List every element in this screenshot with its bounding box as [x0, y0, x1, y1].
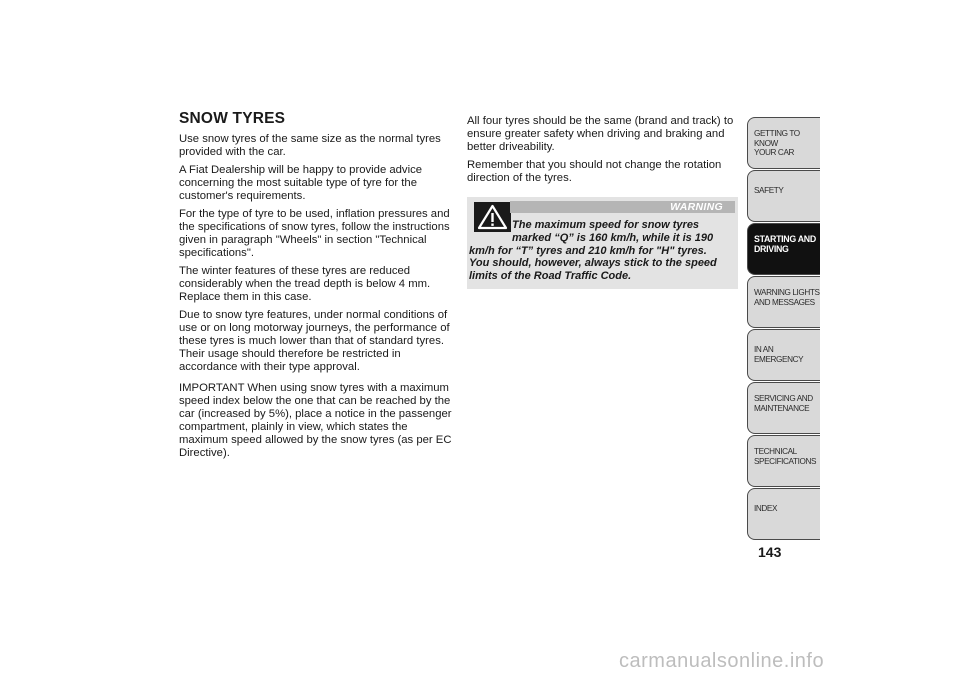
tab-label: SAFETY [754, 186, 784, 195]
tab-starting-and-driving[interactable] [747, 223, 820, 275]
paragraph: Use snow tyres of the same size as the normal tyres provided with the car. [179, 133, 441, 158]
paragraph: Due to snow tyre features, under normal conditions of use or on long motorway journeys, the performance of these tyres is much lower than that of standard tyres. Their usage should therefore be restricted in accordance with their type approval. [179, 309, 450, 373]
tab-safety[interactable] [747, 170, 820, 222]
tab-label: DRIVING [754, 243, 789, 254]
tab-warning-lights-and-messages[interactable] [747, 276, 820, 328]
section-tabs [747, 117, 820, 541]
tab-label: AND MESSAGES [754, 297, 815, 307]
tab-technical-specifications[interactable] [747, 435, 820, 487]
tab-label: SERVICING AND [754, 394, 813, 403]
warning-line: km/h for “T” tyres and 210 km/h for "H" tyres. [469, 244, 707, 257]
tab-label: STARTING AND [754, 234, 816, 244]
paragraph: For the type of tyre to be used, inflation pressures and the specifications of snow tyres, follow the instructions given in paragraph "Wheels" in section "Technical specifications". [179, 208, 450, 259]
paragraph: The winter features of these tyres are reduced considerably when the tread depth is below 4 mm. Replace them in this case. [179, 265, 431, 303]
warning-line: The maximum speed for snow tyres [512, 219, 700, 231]
tab-label: GETTING TO KNOW [754, 129, 800, 148]
warning-title: WARNING [510, 201, 735, 213]
tab-servicing-and-maintenance[interactable] [747, 382, 820, 434]
warning-line: You should, however, always stick to the speed [469, 257, 717, 270]
tab-label: SPECIFICATIONS [754, 456, 817, 466]
paragraph: A Fiat Dealership will be happy to provide advice concerning the most suitable type of tyre for the customer's requirements. [179, 164, 423, 202]
warning-text [467, 219, 735, 283]
tab-label: MAINTENANCE [754, 403, 810, 413]
tab-in-an-emergency[interactable] [747, 329, 820, 381]
paragraph: Remember that you should not change the rotation direction of the tyres. [467, 159, 722, 184]
warning-box [467, 197, 738, 289]
tab-getting-to-know-your-car[interactable] [747, 117, 820, 169]
paragraph: All four tyres should be the same (brand and track) to ensure greater safety when driving and braking and better driveability. [467, 115, 734, 153]
important-note: IMPORTANT When using snow tyres with a maximum speed index below the one that can be reached by the car (increased by 5%), place a notice in the passenger compartment, plainly in view, which states the maximum speed allowed by the snow tyres (as per EC Directive). [179, 382, 452, 459]
warning-line: marked “Q” is 160 km/h, while it is 190 [512, 231, 714, 244]
page-number: 143 [758, 544, 782, 560]
warning-line: limits of the Road Traffic Code. [469, 270, 632, 283]
section-heading: SNOW TYRES [179, 110, 286, 127]
tab-index[interactable] [747, 488, 820, 540]
tab-label: TECHNICAL [754, 447, 797, 456]
tab-label: WARNING LIGHTS [754, 288, 820, 297]
tab-label: IN AN EMERGENCY [754, 345, 804, 364]
tab-label: YOUR CAR [754, 148, 795, 157]
tab-label: INDEX [754, 504, 778, 513]
right-column [467, 115, 742, 190]
watermark: carmanualsonline.info [619, 650, 825, 672]
left-column [179, 112, 459, 465]
